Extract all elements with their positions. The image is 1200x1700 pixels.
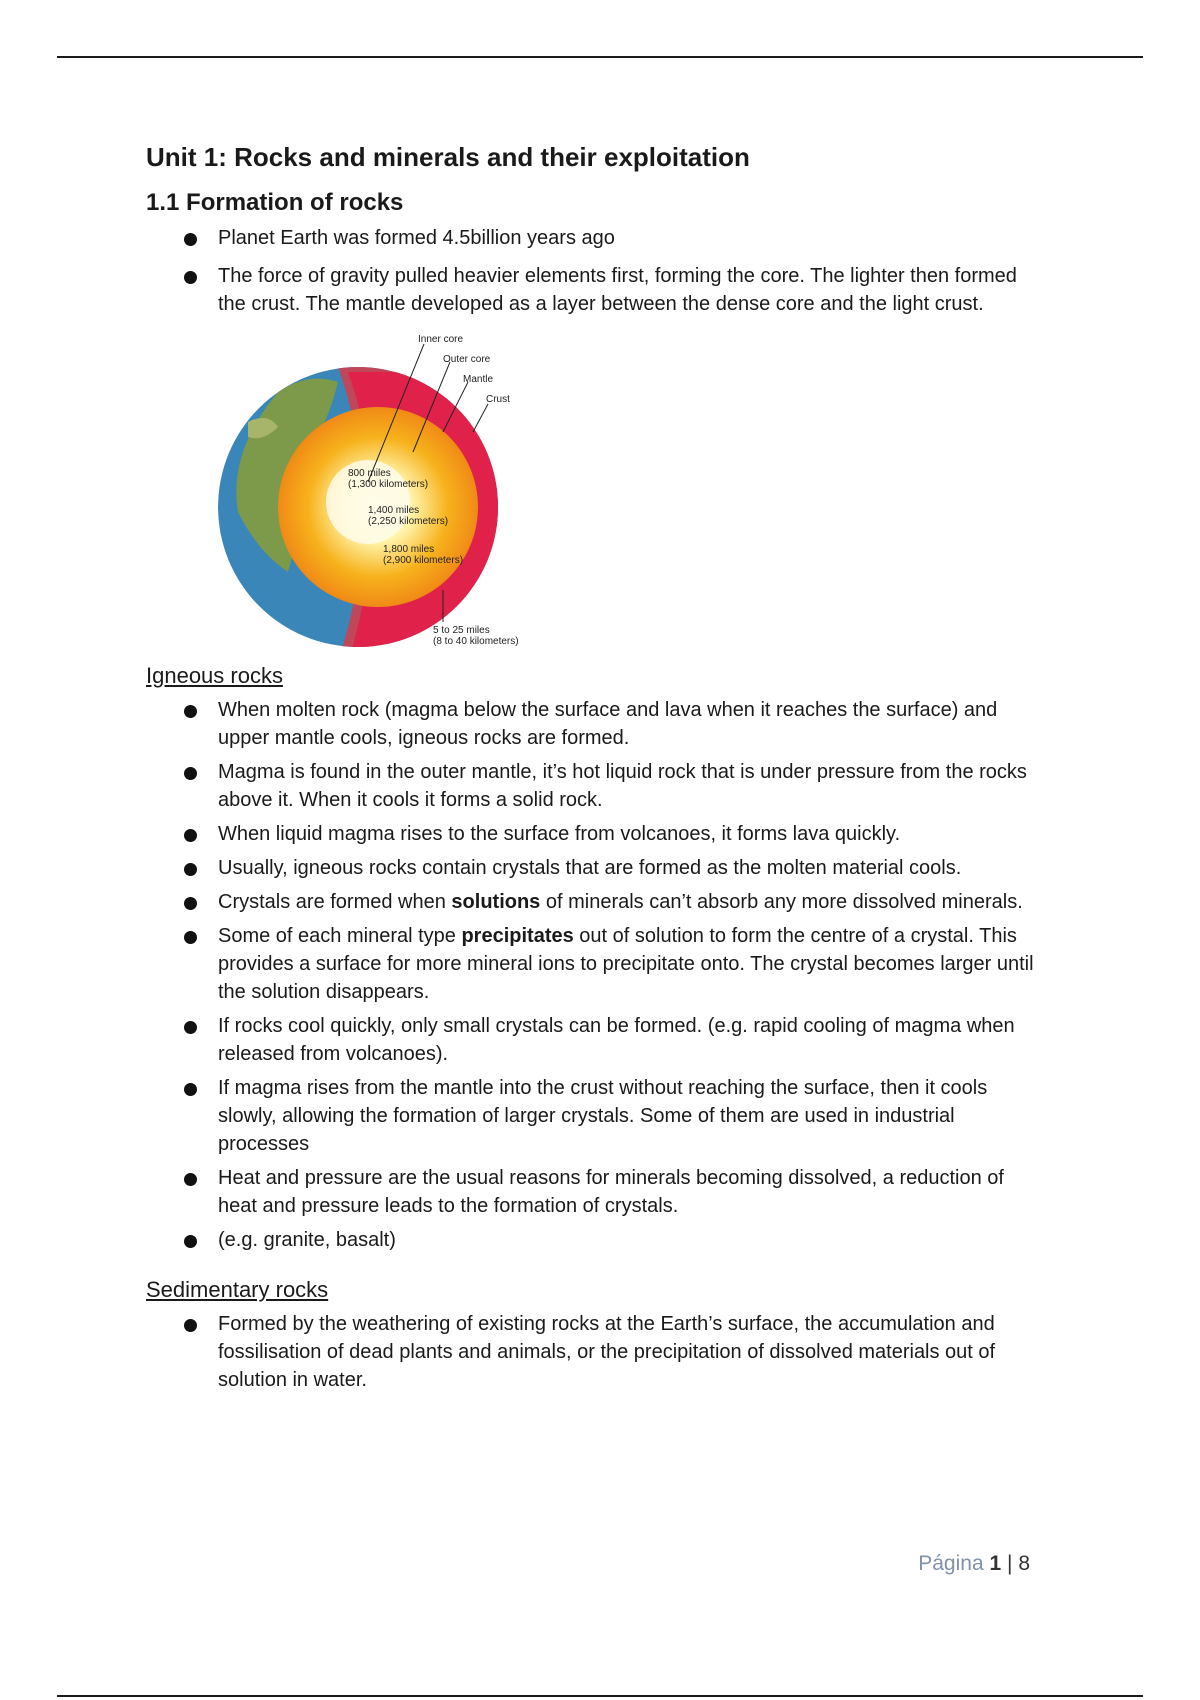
- inner-core-label: Inner core: [418, 334, 464, 345]
- igneous-list: [146, 696, 1046, 1254]
- list-item: Magma is found in the outer mantle, it’s hot liquid rock that is under pressure from the rocks above it. When it cools it forms a solid rock.: [146, 758, 1046, 814]
- list-item: The force of gravity pulled heavier elements first, forming the core. The lighter then formed the crust. The mantle developed as a layer between the dense core and the light crust.: [146, 262, 1046, 318]
- page-separator: |: [1007, 1552, 1013, 1575]
- crust-size-km: (8 to 40 kilometers): [433, 636, 519, 647]
- top-rule: [57, 56, 1143, 58]
- bullet-icon: [184, 1173, 197, 1186]
- bullet-icon: [184, 1319, 197, 1332]
- outer-core-label: Outer core: [443, 354, 491, 365]
- page-title: Unit 1: Rocks and minerals and their exploitation: [146, 142, 750, 172]
- page-word: Página: [918, 1552, 984, 1575]
- sedimentary-heading: Sedimentary rocks: [146, 1277, 329, 1302]
- crust-label: Crust: [486, 394, 510, 405]
- list-item: Planet Earth was formed 4.5billion years ago: [146, 224, 1046, 252]
- inner-core-size-km: (1,300 kilometers): [348, 479, 429, 490]
- bullet-icon: [184, 271, 197, 284]
- sedimentary-list: [146, 1310, 1046, 1394]
- bullet-icon: [184, 1021, 197, 1034]
- mantle-label: Mantle: [463, 374, 494, 385]
- outer-core-size: 1,400 miles: [368, 505, 420, 516]
- page-footer: [0, 1552, 1030, 1576]
- page-content: [146, 140, 1046, 1394]
- earth-cutaway-image: [218, 332, 548, 662]
- list-item: Usually, igneous rocks contain crystals that are formed as the molten material cools.: [146, 854, 1046, 882]
- bullet-icon: [184, 1235, 197, 1248]
- igneous-heading: Igneous rocks: [146, 663, 283, 688]
- mantle-size: 1,800 miles: [383, 544, 435, 555]
- list-item: Heat and pressure are the usual reasons for minerals becoming dissolved, a reduction of heat and pressure leads to the formation of crystals.: [146, 1164, 1046, 1220]
- bullet-icon: [184, 863, 197, 876]
- list-item: Formed by the weathering of existing rocks at the Earth’s surface, the accumulation and fossilisation of dead plants and animals, or the precipitation of dissolved materials out of solution in water.: [146, 1310, 1046, 1394]
- list-item: When molten rock (magma below the surface and lava when it reaches the surface) and upper mantle cools, igneous rocks are formed.: [146, 696, 1046, 752]
- crust-size: 5 to 25 miles: [433, 625, 490, 636]
- section-heading: 1.1 Formation of rocks: [146, 189, 404, 216]
- sedimentary-section: [146, 1276, 1046, 1394]
- mantle-size-km: (2,900 kilometers): [383, 555, 464, 566]
- outer-core-size-km: (2,250 kilometers): [368, 516, 449, 527]
- list-item: If rocks cool quickly, only small crystals can be formed. (e.g. rapid cooling of magma when released from volcanoes).: [146, 1012, 1046, 1068]
- inner-core-size: 800 miles: [348, 468, 391, 479]
- bullet-icon: [184, 1083, 197, 1096]
- bullet-icon: [184, 829, 197, 842]
- bullet-icon: [184, 767, 197, 780]
- list-item: (e.g. granite, basalt): [146, 1226, 1046, 1254]
- page-current: 1: [989, 1552, 1002, 1575]
- igneous-section: [146, 662, 1046, 1254]
- bullet-icon: [184, 705, 197, 718]
- earth-layers-figure: [218, 332, 548, 662]
- list-item: Crystals are formed when solutions of minerals can’t absorb any more dissolved minerals.: [146, 888, 1046, 916]
- intro-list: [146, 224, 1046, 318]
- bullet-icon: [184, 931, 197, 944]
- page-total: 8: [1018, 1552, 1030, 1575]
- list-item: If magma rises from the mantle into the crust without reaching the surface, then it cools slowly, allowing the formation of larger crystals. Some of them are used in industrial processes: [146, 1074, 1046, 1158]
- bottom-rule: [57, 1695, 1143, 1697]
- bullet-icon: [184, 897, 197, 910]
- bullet-icon: [184, 233, 197, 246]
- list-item: When liquid magma rises to the surface from volcanoes, it forms lava quickly.: [146, 820, 1046, 848]
- list-item: Some of each mineral type precipitates out of solution to form the centre of a crystal. This provides a surface for more mineral ions to precipitate onto. The crystal becomes larger until the solution disappears.: [146, 922, 1046, 1006]
